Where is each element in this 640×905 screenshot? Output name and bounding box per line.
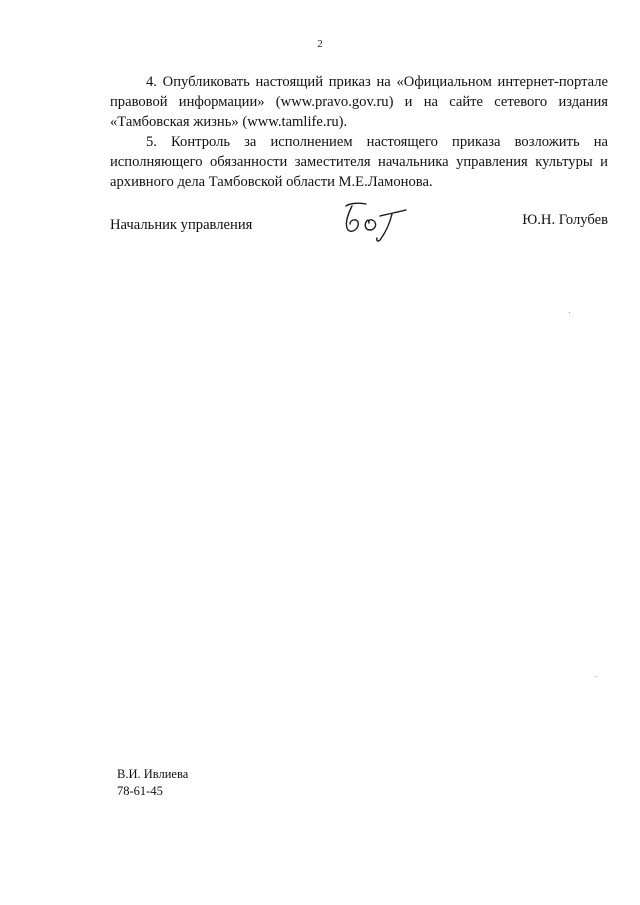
handwritten-signature — [342, 200, 408, 244]
signer-name: Ю.Н. Голубев — [522, 212, 608, 228]
signature-block — [110, 200, 608, 260]
signer-title: Начальник управления — [110, 217, 253, 233]
scan-speck — [596, 676, 597, 677]
page-number: 2 — [317, 38, 323, 50]
paragraph-item-5: 5. Контроль за исполнением настоящего приказа возложить на исполняющего обязанности заместителя начальника управления культуры и архивного дела Тамбовской области М.Е.Ламонова. — [110, 134, 608, 190]
paragraph-item-4: 4. Опубликовать настоящий приказ на «Официальном интернет-портале правовой информации» (www.pravo.gov.ru) и на сайте сетевого издания «Тамбовская жизнь» (www.tamlife.ru). — [110, 74, 608, 130]
executor-phone: 78-61-45 — [117, 784, 163, 798]
executor-name: В.И. Ивлиева — [117, 767, 189, 781]
executor-footer — [117, 766, 188, 800]
scan-speck — [569, 312, 570, 313]
document-body — [110, 72, 608, 192]
